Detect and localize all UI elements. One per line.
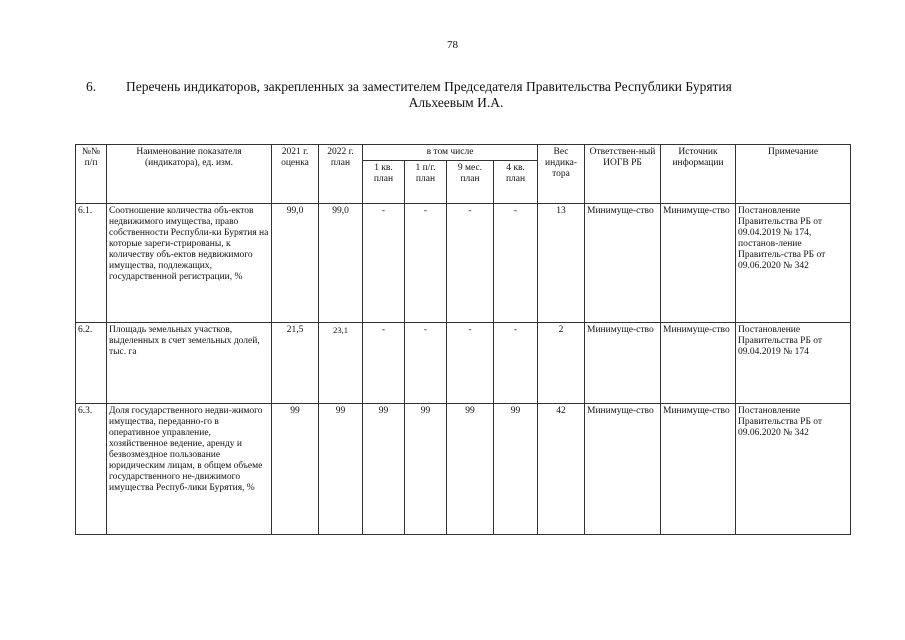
cell-2021: 99 — [272, 404, 319, 535]
cell-h1: - — [405, 204, 447, 323]
cell-responsible: Минимуще-ство — [585, 404, 661, 535]
cell-2022: 99,0 — [319, 204, 363, 323]
cell-responsible: Минимуще-ство — [585, 204, 661, 323]
cell-2022: 23,1 — [319, 323, 363, 404]
cell-responsible: Минимуще-ство — [585, 323, 661, 404]
header-h1: 1 п/г. план — [405, 161, 447, 204]
cell-h1: - — [405, 323, 447, 404]
cell-q4: - — [494, 204, 538, 323]
cell-num: 6.3. — [76, 404, 107, 535]
header-2022: 2022 г. план — [319, 145, 363, 204]
header-responsible: Ответствен-ный ИОГВ РБ — [585, 145, 661, 204]
header-weight: Вес индика-тора — [538, 145, 585, 204]
section-number: 6. — [86, 79, 97, 94]
header-note: Примечание — [736, 145, 851, 204]
cell-note: Постановление Правительства РБ от 09.04.2019 № 174, постанов-ление Правитель-ства РБ от 09.06.2020 № 342 — [736, 204, 851, 323]
header-source: Источник информации — [661, 145, 736, 204]
cell-q4: 99 — [494, 404, 538, 535]
cell-q1: - — [363, 204, 405, 323]
header-num: №№ п/п — [76, 145, 107, 204]
section-title-line1: Перечень индикаторов, закрепленных за заместителем Председателя Правительства Республики Бурятия — [126, 79, 732, 94]
table-row — [76, 404, 851, 535]
cell-2021: 99,0 — [272, 204, 319, 323]
cell-9m: - — [447, 204, 494, 323]
table-row — [76, 204, 851, 323]
cell-num: 6.1. — [76, 204, 107, 323]
cell-source: Минимуще-ство — [661, 204, 736, 323]
cell-note: Постановление Правительства РБ от 09.04.2019 № 174 — [736, 323, 851, 404]
cell-name: Соотношение количества объ-ектов недвижимого имущества, право собственности Республи-ки Бурятия на которые зареги-стрированы, к количеству объ-ектов недвижимого имущества, подлежащих, государственной регистрации, % — [107, 204, 272, 323]
cell-weight: 13 — [538, 204, 585, 323]
cell-note: Постановление Правительства РБ от 09.06.2020 № 342 — [736, 404, 851, 535]
header-2021: 2021 г. оценка — [272, 145, 319, 204]
header-q1: 1 кв. план — [363, 161, 405, 204]
cell-source: Минимуще-ство — [661, 323, 736, 404]
header-row-1 — [76, 145, 851, 161]
cell-2021: 21,5 — [272, 323, 319, 404]
table-row — [76, 323, 851, 404]
cell-2022: 99 — [319, 404, 363, 535]
cell-source: Минимуще-ство — [661, 404, 736, 535]
cell-q4: - — [494, 323, 538, 404]
header-9m: 9 мес. план — [447, 161, 494, 204]
cell-9m: 99 — [447, 404, 494, 535]
cell-weight: 42 — [538, 404, 585, 535]
cell-q1: 99 — [363, 404, 405, 535]
cell-q1: - — [363, 323, 405, 404]
indicators-table — [75, 144, 851, 535]
cell-h1: 99 — [405, 404, 447, 535]
cell-9m: - — [447, 323, 494, 404]
cell-name: Площадь земельных участков, выделенных в счет земельных долей, тыс. га — [107, 323, 272, 404]
header-name: Наименование показателя (индикатора), ед. изм. — [107, 145, 272, 204]
section-title-line2: Альхеевым И.А. — [408, 95, 504, 110]
header-q4: 4 кв. план — [494, 161, 538, 204]
header-including: в том числе — [363, 145, 538, 161]
cell-weight: 2 — [538, 323, 585, 404]
page-number: 78 — [447, 39, 458, 51]
cell-name: Доля государственного недви-жимого имущества, переданно-го в оперативное управление, хозяйственное ведение, аренду и безвозмездное пользование юридическим лицам, в общем объеме государственного не-движимого имущества Респуб-лики Бурятия, % — [107, 404, 272, 535]
cell-num: 6.2. — [76, 323, 107, 404]
